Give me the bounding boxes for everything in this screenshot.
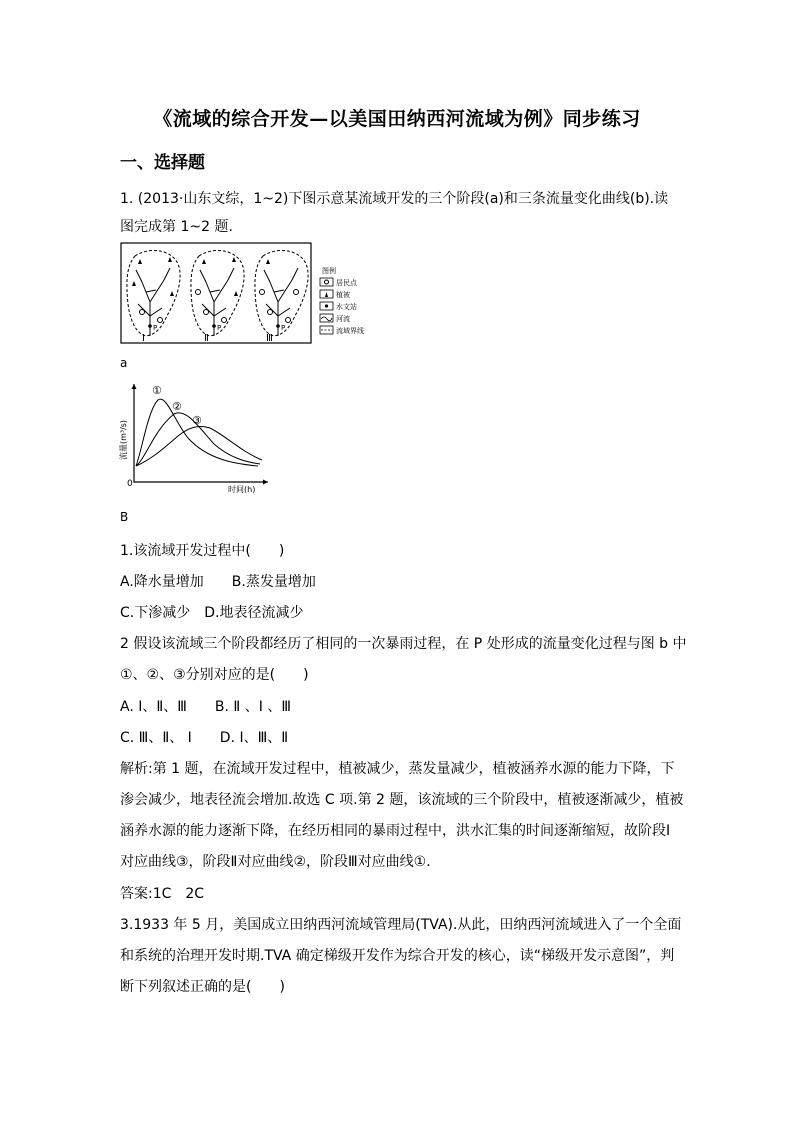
analysis-line-1: 解析:第 1 题，在流域开发过程中，植被减少，蒸发量减少，植被涵养水源的能力下降，下 [120, 761, 675, 777]
figure-a-caption: a [120, 356, 128, 370]
legend-title: 图例 [322, 267, 336, 275]
q3-line-2: 和系统的治理开发时期.TVA 确定梯级开发作为综合开发的核心，读“梯级开发示意图”，判 [120, 948, 675, 964]
q2-options-ab: A. Ⅰ、Ⅱ、Ⅲ B. Ⅱ 、Ⅰ 、Ⅲ [120, 699, 291, 715]
q2-stem-line-1: 2 假设该流域三个阶段都经历了相同的一次暴雨过程，在 P 处形成的流量变化过程与图 b 中 [120, 636, 687, 652]
point-p-label-1: P [153, 324, 158, 332]
q3-line-1: 3.1933 年 5 月，美国成立田纳西河流域管理局(TVA).从此，田纳西河流域进入了一个全面 [120, 917, 682, 933]
q2-options-cd: C. Ⅲ、Ⅱ、 Ⅰ D. Ⅰ、Ⅲ、Ⅱ [120, 730, 289, 746]
x-axis-label: 时间(h) [228, 485, 256, 494]
answer-line: 答案:1C 2C [120, 886, 205, 902]
q3-line-3: 断下列叙述正确的是( ) [120, 979, 285, 995]
q1-intro-line-1: 1. (2013·山东文综，1~2)下图示意某流域开发的三个阶段(a)和三条流量变化曲线(b).读 [120, 191, 669, 207]
q1-options-ab: A.降水量增加 B.蒸发量增加 [120, 574, 316, 590]
stage-label-1: Ⅰ [142, 333, 145, 344]
legend-item-4: 河流 [336, 315, 350, 323]
hydrologic-station-icon [325, 304, 328, 307]
legend-item-5: 流域界线 [336, 327, 364, 335]
figure-a-watersheds [120, 242, 390, 348]
q2-stem-line-2: ①、②、③分别对应的是( ) [120, 667, 309, 683]
q1-options-cd: C.下渗减少 D.地表径流减少 [120, 605, 304, 621]
analysis-line-3: 涵养水源的能力逐渐下降，在经历相同的暴雨过程中，洪水汇集的时间逐渐缩短，故阶段Ⅰ [120, 823, 671, 839]
axis-arrows [132, 384, 269, 485]
axes [134, 384, 268, 482]
q1-stem: 1.该流域开发过程中( ) [120, 543, 285, 559]
settlement-icon [325, 280, 329, 284]
figure-b-caption: B [120, 510, 129, 524]
legend-item-2: 植被 [336, 291, 350, 299]
stage-label-2: Ⅱ [204, 333, 209, 344]
curve-label-2: ② [172, 400, 182, 413]
section-heading: 一、选择题 [120, 153, 205, 173]
stage-label-3: Ⅲ [266, 333, 273, 344]
origin-label: 0 [127, 479, 133, 489]
analysis-line-2: 渗会减少，地表径流会增加.故选 C 项.第 2 题，该流域的三个阶段中，植被逐渐减少，植被 [120, 792, 684, 808]
point-p-label-3: P [281, 324, 286, 332]
page-title: 《流域的综合开发—以美国田纳西河流域为例》同步练习 [153, 108, 641, 130]
y-axis-label: 流量(m³/s) [119, 419, 128, 461]
analysis-line-4: 对应曲线③，阶段Ⅱ对应曲线②，阶段Ⅲ对应曲线①. [120, 854, 431, 870]
legend [320, 266, 364, 335]
river-icon [321, 317, 332, 321]
point-p-label-2: P [217, 324, 222, 332]
legend-item-3: 水文站 [336, 303, 357, 311]
q1-intro-line-2: 图完成第 1~2 题. [120, 219, 233, 235]
figure-b-hydrograph [118, 380, 278, 498]
curve-label-1: ① [152, 384, 162, 397]
vegetation-icon [325, 292, 328, 297]
legend-item-1: 居民点 [336, 279, 357, 287]
curve-label-3: ③ [192, 414, 202, 427]
